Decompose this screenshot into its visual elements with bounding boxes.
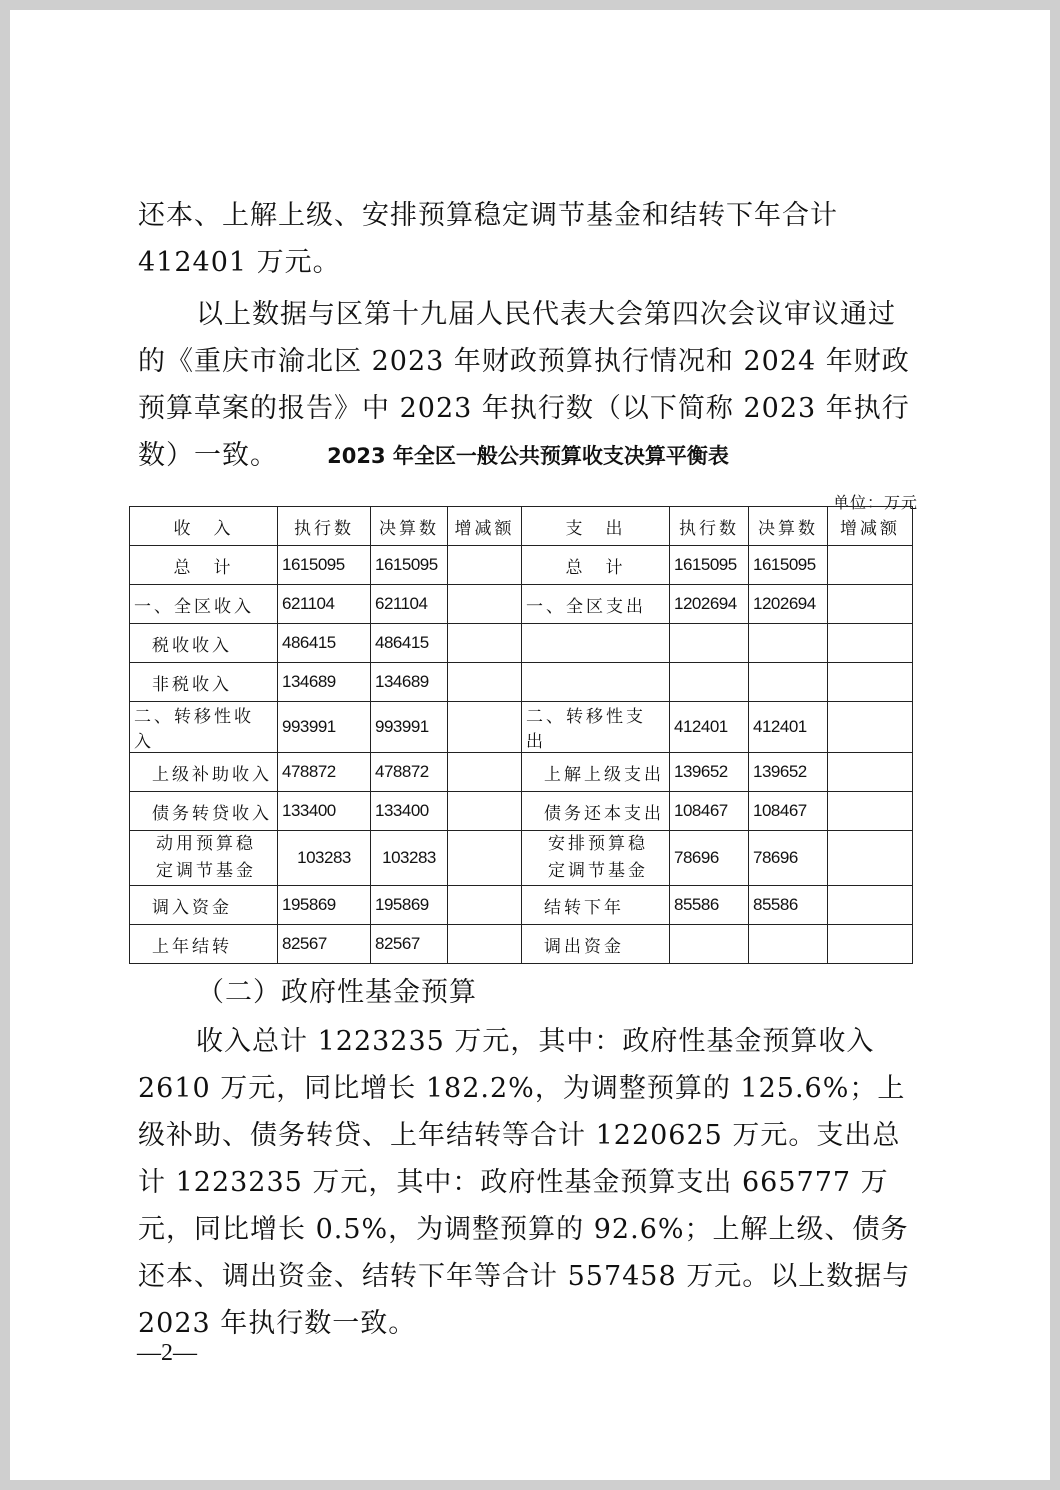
cell-value: 478872 (278, 753, 371, 792)
header-change: 增减额 (828, 507, 913, 546)
table-title: 2023 年全区一般公共预算收支决算平衡表 (327, 444, 729, 468)
cell-value (448, 585, 522, 624)
cell-value: 139652 (749, 753, 828, 792)
cell-value: 78696 (749, 831, 828, 886)
table-header-row (130, 507, 913, 546)
table-row (130, 753, 913, 792)
cell-value: 1202694 (749, 585, 828, 624)
cell-value: 108467 (670, 792, 749, 831)
cell-value: 133400 (278, 792, 371, 831)
cell-value (828, 663, 913, 702)
row-label: 结转下年 (522, 886, 670, 925)
row-label: 二、转移性收入 (130, 702, 278, 753)
cell-value (749, 663, 828, 702)
cell-value: 412401 (670, 702, 749, 753)
cell-value (828, 624, 913, 663)
cell-value (448, 792, 522, 831)
cell-value (828, 792, 913, 831)
table-row (130, 831, 913, 886)
cell-value (749, 925, 828, 964)
cell-value: 1615095 (278, 546, 371, 585)
cell-value: 993991 (371, 702, 448, 753)
table-row (130, 792, 913, 831)
cell-value (448, 624, 522, 663)
table-unit: 单位：万元 (832, 493, 918, 512)
cell-value (448, 886, 522, 925)
cell-value (448, 753, 522, 792)
cell-value (828, 886, 913, 925)
page-number: —2— (137, 1340, 197, 1366)
cell-value: 993991 (278, 702, 371, 753)
cell-value: 82567 (278, 925, 371, 964)
cell-value (448, 546, 522, 585)
header-change: 增减额 (448, 507, 522, 546)
header-executed: 执行数 (278, 507, 371, 546)
header-expenditure: 支 出 (522, 507, 670, 546)
cell-value: 621104 (278, 585, 371, 624)
cell-value: 139652 (670, 753, 749, 792)
cell-value: 1202694 (670, 585, 749, 624)
cell-value: 412401 (749, 702, 828, 753)
table-row (130, 886, 913, 925)
table-row (130, 925, 913, 964)
cell-value (670, 925, 749, 964)
row-label: 非税收入 (130, 663, 278, 702)
row-label: 上级补助收入 (130, 753, 278, 792)
table-row (130, 546, 913, 585)
row-label: 税收收入 (130, 624, 278, 663)
paragraph-3: 收入总计 1223235 万元，其中：政府性基金预算收入 2610 万元，同比增长 182.2%，为调整预算的 125.6%；上级补助、债务转贷、上年结转等合计 1220625 万元。支出总计 1223235 万元，其中：政府性基金预算支出 665777 万元，同比增长 0.5%，为调整预算的 92.6%；上解上级、债务还本、调出资金、结转下年等合计 557458 万元。以上数据与 2023 年执行数一致。 (138, 1026, 911, 1339)
cell-value: 78696 (670, 831, 749, 886)
cell-value: 133400 (371, 792, 448, 831)
cell-value (828, 831, 913, 886)
cell-value: 195869 (371, 886, 448, 925)
cell-value: 478872 (371, 753, 448, 792)
row-label: 总 计 (130, 546, 278, 585)
header-final: 决算数 (749, 507, 828, 546)
cell-value: 1615095 (371, 546, 448, 585)
cell-value: 108467 (749, 792, 828, 831)
cell-value: 486415 (278, 624, 371, 663)
cell-value (670, 663, 749, 702)
cell-value (448, 925, 522, 964)
table-row (130, 624, 913, 663)
table-row (130, 702, 913, 753)
row-label (130, 831, 278, 886)
cell-value (448, 663, 522, 702)
cell-value: 1615095 (670, 546, 749, 585)
cell-value: 85586 (749, 886, 828, 925)
cell-value: 486415 (371, 624, 448, 663)
row-label: 债务还本支出 (522, 792, 670, 831)
cell-value (828, 585, 913, 624)
cell-value (670, 624, 749, 663)
cell-value: 621104 (371, 585, 448, 624)
cell-value (828, 546, 913, 585)
row-label: 债务转贷收入 (130, 792, 278, 831)
cell-value: 103283 (278, 831, 371, 886)
header-executed: 执行数 (670, 507, 749, 546)
row-label: 二、转移性支出 (522, 702, 670, 753)
table-row (130, 585, 913, 624)
table-row (130, 663, 913, 702)
header-final: 决算数 (371, 507, 448, 546)
row-label: 上年结转 (130, 925, 278, 964)
row-label: 一、全区支出 (522, 585, 670, 624)
budget-balance-table (129, 506, 913, 964)
row-label: 调出资金 (522, 925, 670, 964)
cell-value: 1615095 (749, 546, 828, 585)
cell-value (448, 831, 522, 886)
cell-value: 82567 (371, 925, 448, 964)
header-income: 收 入 (130, 507, 278, 546)
paragraph-1: 还本、上解上级、安排预算稳定调节基金和结转下年合计 412401 万元。 (138, 200, 838, 278)
cell-value: 195869 (278, 886, 371, 925)
cell-value (448, 702, 522, 753)
cell-value: 85586 (670, 886, 749, 925)
cell-value: 134689 (278, 663, 371, 702)
cell-value (828, 925, 913, 964)
row-label-text: 安排预算稳定调节基金 (548, 834, 648, 881)
row-label (522, 663, 670, 702)
row-label (522, 624, 670, 663)
row-label: 总 计 (522, 546, 670, 585)
row-label (522, 831, 670, 886)
cell-value (828, 753, 913, 792)
cell-value (828, 702, 913, 753)
cell-value (749, 624, 828, 663)
row-label: 一、全区收入 (130, 585, 278, 624)
paragraph-2: 以上数据与区第十九届人民代表大会第四次会议审议通过的《重庆市渝北区 2023 年财政预算执行情况和 2024 年财政预算草案的报告》中 2023 年执行数（以下简称 2023 年执行数）一致。 (138, 299, 910, 471)
cell-value: 103283 (371, 831, 448, 886)
row-label: 上解上级支出 (522, 753, 670, 792)
row-label-text: 动用预算稳定调节基金 (156, 834, 256, 881)
section-heading: （二）政府性基金预算 (197, 977, 477, 1008)
row-label: 调入资金 (130, 886, 278, 925)
cell-value: 134689 (371, 663, 448, 702)
